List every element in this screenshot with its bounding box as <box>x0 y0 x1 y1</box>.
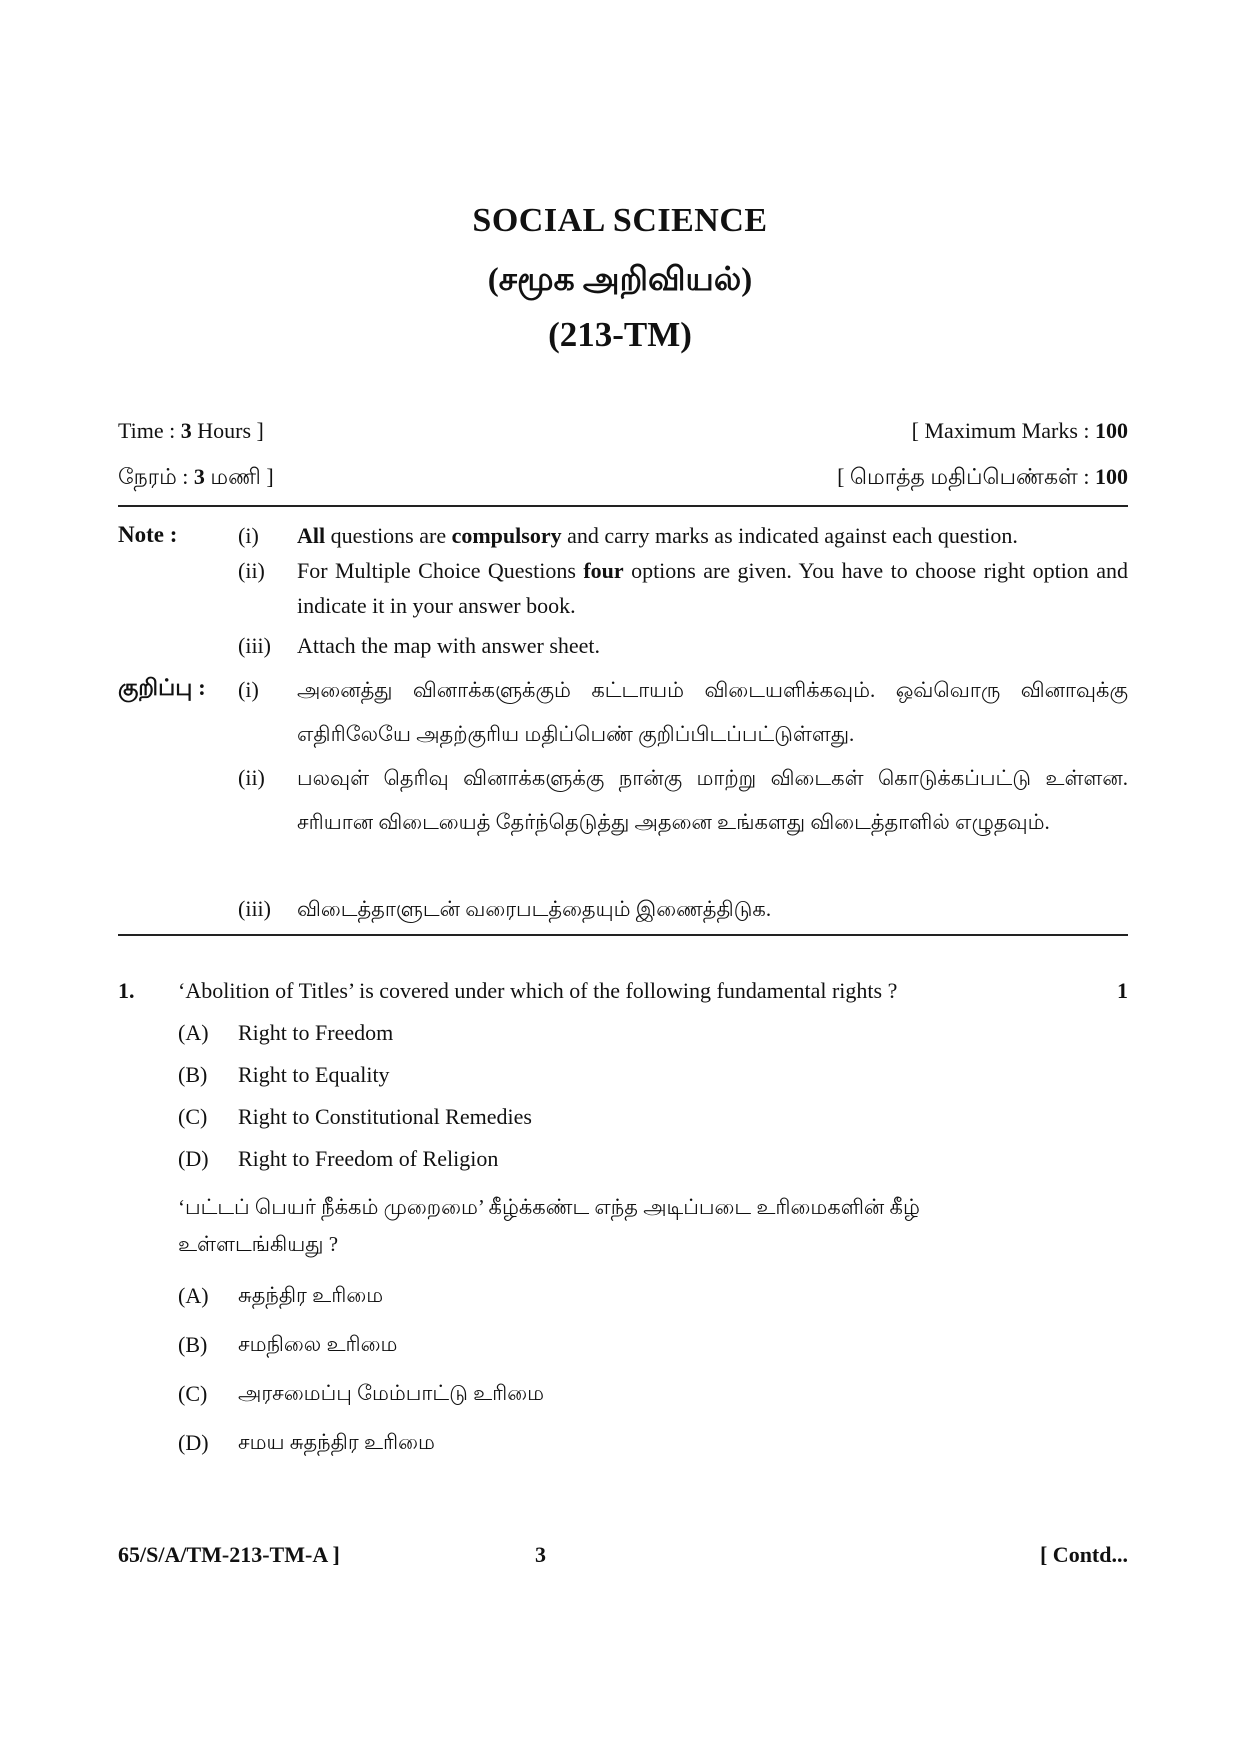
option-label: (C) <box>178 1104 208 1129</box>
option-label: (A) <box>178 1283 209 1308</box>
max-marks-ta: [ மொத்த மதிப்பெண்கள் : 100 <box>837 464 1128 489</box>
page-title-tamil: (சமூக அறிவியல்) <box>487 262 753 298</box>
question-text-en: ‘Abolition of Titles’ is covered under which of the following fundamental rights ? <box>178 978 898 1003</box>
option-text-en: Right to Constitutional Remedies <box>238 1104 532 1129</box>
option-text-en: Right to Freedom <box>238 1020 394 1045</box>
paper-code: (213-TM) <box>548 315 692 354</box>
max-marks-en: [ Maximum Marks : 100 <box>911 418 1128 443</box>
option-label: (C) <box>178 1381 208 1406</box>
option-text-en: Right to Freedom of Religion <box>238 1146 499 1171</box>
note-item-ta-1: அனைத்து வினாக்களுக்கும் கட்டாயம் விடையளிக்கவும். ஒவ்வொரு வினாவுக்கு எதிரிலேயே அதற்குரிய மதிப்பெண் குறிப்பிடப்பட்டுள்ளது. <box>297 678 1128 746</box>
option-label: (B) <box>178 1062 208 1087</box>
note-item-number: (ii) <box>238 765 265 790</box>
note-item-number: (i) <box>238 677 259 702</box>
option-label: (D) <box>178 1146 209 1171</box>
time-en: Time : 3 Hours ] <box>118 418 264 443</box>
option-label: (A) <box>178 1020 209 1045</box>
option-text-ta: சுதந்திர உரிமை <box>238 1283 384 1307</box>
question-text-ta-cont: உள்ளடங்கியது ? <box>178 1232 339 1256</box>
option-text-ta: அரசமைப்பு மேம்பாட்டு உரிமை <box>238 1381 545 1405</box>
note-item-number: (ii) <box>238 558 265 583</box>
option-text-ta: சமநிலை உரிமை <box>238 1332 398 1356</box>
note-label: Note : <box>118 522 178 547</box>
note-item-number: (iii) <box>238 896 271 921</box>
time-ta: நேரம் : 3 மணி ] <box>118 464 274 489</box>
note-item-en-1: All questions are compulsory and carry marks as indicated against each question. <box>297 523 1018 548</box>
page-title: SOCIAL SCIENCE <box>472 202 768 239</box>
contd-label: [ Contd... <box>1039 1542 1128 1567</box>
question-number: 1. <box>118 978 135 1003</box>
note-item-number: (iii) <box>238 633 271 658</box>
option-label: (B) <box>178 1332 208 1357</box>
question-marks: 1 <box>1117 978 1128 1003</box>
option-text-en: Right to Equality <box>238 1062 390 1087</box>
footer-code: 65/S/A/TM-213-TM-A ] <box>118 1542 340 1567</box>
divider-top <box>118 505 1128 507</box>
note-item-en-3: Attach the map with answer sheet. <box>297 633 601 658</box>
note-item-en-2: For Multiple Choice Questions four options are given. You have to choose right option and indicate it in your answer book. <box>297 558 1128 618</box>
option-text-ta: சமய சுதந்திர உரிமை <box>238 1430 435 1454</box>
question-text-ta: ‘பட்டப் பெயர் நீக்கம் முறைமை’ கீழ்க்கண்ட எந்த அடிப்படை உரிமைகளின் கீழ் <box>178 1195 920 1219</box>
page-number: 3 <box>535 1542 546 1567</box>
note-label-tamil: குறிப்பு : <box>118 675 206 700</box>
note-item-ta-3: விடைத்தாளுடன் வரைபடத்தையும் இணைத்திடுக. <box>297 897 772 921</box>
note-item-number: (i) <box>238 523 259 548</box>
divider-bottom <box>118 934 1128 936</box>
note-item-ta-2: பலவுள் தெரிவு வினாக்களுக்கு நான்கு மாற்று விடைகள் கொடுக்கப்பட்டு உள்ளன. சரியான விடையைத் தேர்ந்தெடுத்து அதனை உங்களது விடைத்தாளில் எழுதவும். <box>297 766 1128 834</box>
option-label: (D) <box>178 1430 209 1455</box>
